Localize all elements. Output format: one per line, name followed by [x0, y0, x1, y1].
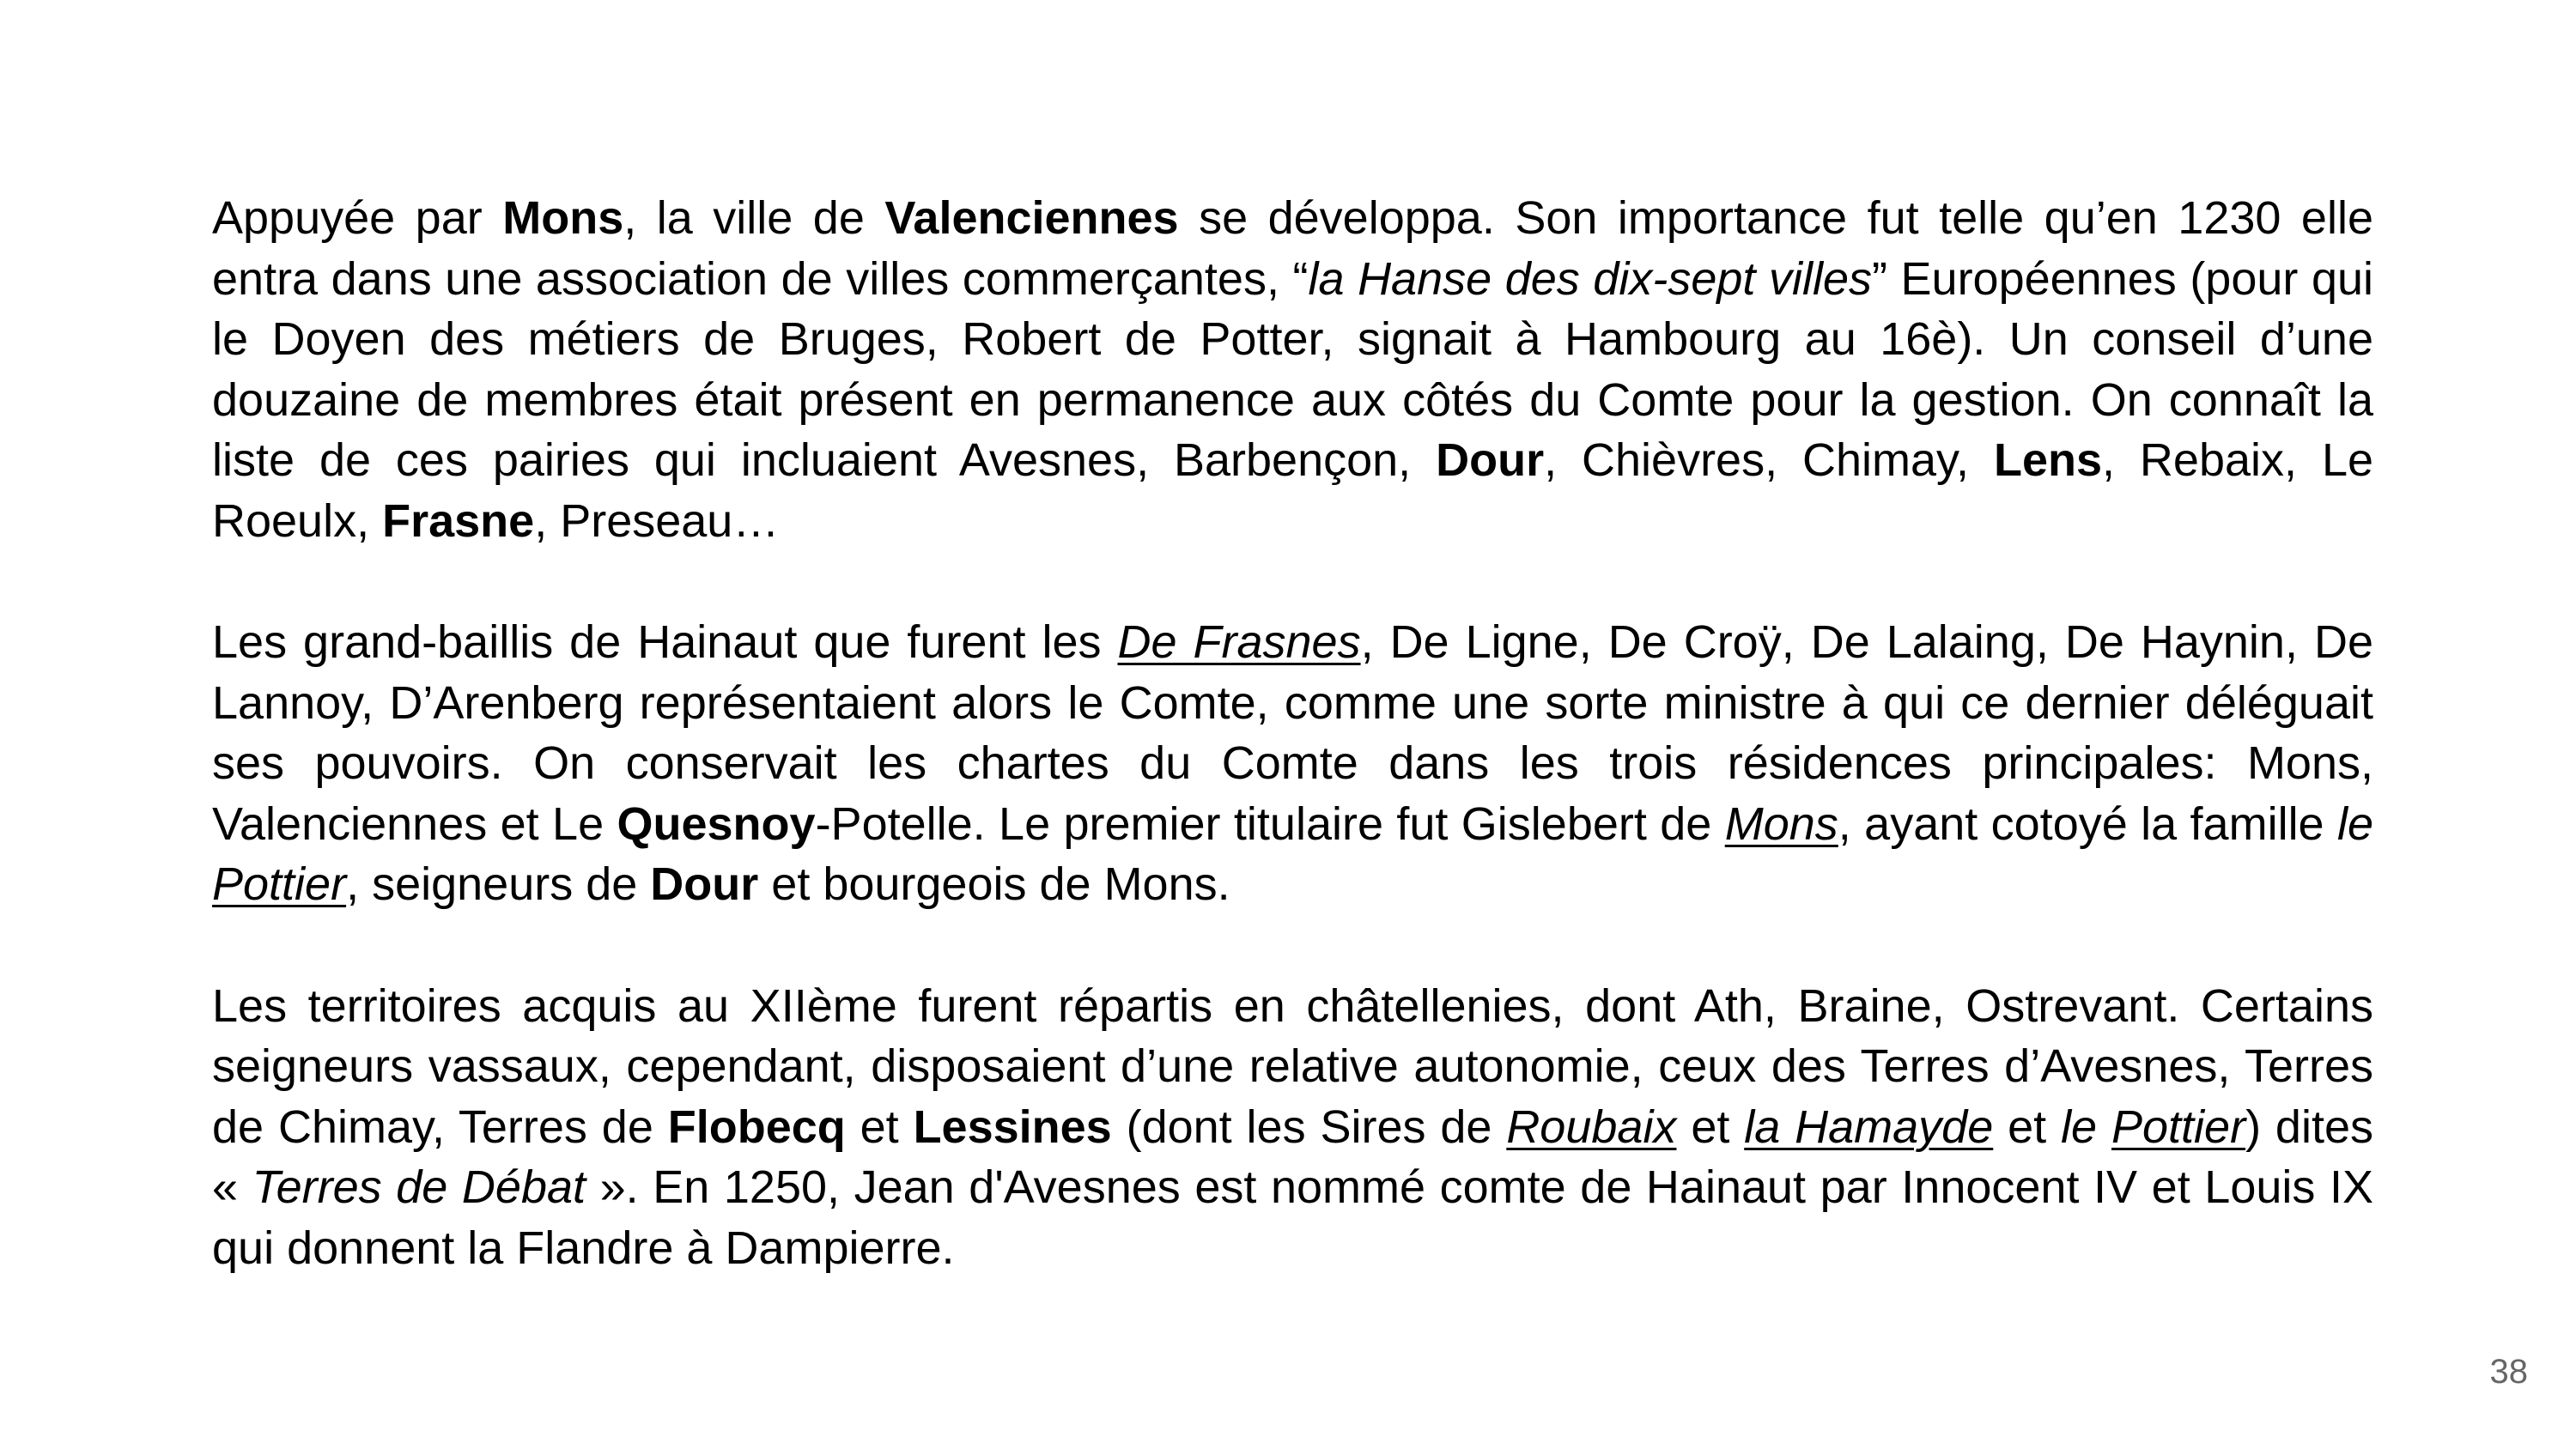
text-run: , De Ligne, De Croÿ, De Lalaing, De Haynin, De Lannoy, D’Arenberg représentaient alors le Comte, comme une sorte ministre à qui ce dernier déléguait ses pouvoirs. On conservait les chartes du Comte dans les trois résidences principales: Mons, Valenciennes et Le	[212, 616, 2373, 850]
emphasized-text: la Hanse des dix-sept villes	[1308, 252, 1872, 305]
emphasized-text: Pottier	[212, 858, 347, 910]
emphasized-text: Dour	[650, 858, 759, 910]
paragraph	[212, 188, 2373, 551]
emphasized-text: Flobecq	[667, 1100, 846, 1153]
body-text	[212, 188, 2373, 1278]
text-run: (dont les Sires de	[1111, 1100, 1507, 1153]
paragraph	[212, 976, 2373, 1279]
emphasized-text: Roubaix	[1506, 1100, 1677, 1153]
emphasized-text: la Hamayde	[1744, 1100, 1994, 1153]
text-run: , Preseau…	[534, 494, 780, 547]
emphasized-text: Lessines	[913, 1100, 1112, 1153]
text-run: , Chièvres, Chimay,	[1544, 434, 1994, 486]
text-run: , ayant cotoyé la famille	[1838, 797, 2337, 850]
text-run: et	[1993, 1100, 2062, 1153]
text-run: -Potelle. Le premier titulaire fut Gislebert de	[815, 797, 1725, 850]
emphasized-text: Pottier	[2111, 1100, 2246, 1153]
text-run: Les grand-baillis de Hainaut que furent les	[212, 616, 1118, 668]
emphasized-text: Quesnoy	[617, 797, 816, 850]
text-run: se développa. Son importance fut telle qu’en 1230 elle entra dans une association de villes commerçantes, “	[212, 192, 2373, 305]
emphasized-text: Mons	[1724, 797, 1838, 850]
paragraph	[212, 612, 2373, 915]
emphasized-text: Valenciennes	[884, 192, 1179, 244]
emphasized-text: Frasne	[382, 494, 535, 547]
text-run: et	[845, 1100, 914, 1153]
emphasized-text: Dour	[1436, 434, 1545, 486]
emphasized-text: Mons	[502, 192, 624, 244]
page-number: 38	[2489, 1353, 2528, 1391]
text-run: ” Européennes (pour qui le Doyen des métiers de Bruges, Robert de Potter, signait à Hambourg au 16è). Un conseil d’une douzaine de membres était présent en permanence aux côtés du Comte pour la gestion. On connaît la liste de ces pairies qui incluaient Avesnes, Barbençon,	[212, 252, 2374, 486]
emphasized-text: De Frasnes	[1117, 616, 1361, 668]
emphasized-text: Terres de Débat	[252, 1161, 586, 1213]
text-run: et bourgeois de Mons.	[758, 858, 1230, 910]
emphasized-text: le	[2061, 1100, 2111, 1153]
text-run: , Rebaix, Le Roeulx,	[212, 434, 2374, 547]
emphasized-text: le	[2336, 797, 2374, 850]
text-run: ) dites «	[212, 1100, 2373, 1213]
emphasized-text: Lens	[1993, 434, 2103, 486]
text-run: Les territoires acquis au XIIème furent répartis en châtellenies, dont Ath, Braine, Ostrevant. Certains seigneurs vassaux, cependant, disposaient d’une relative autonomie, ceux des Terres d’Avesnes, Terres de Chimay, Terres de	[212, 979, 2373, 1153]
text-run: et	[1676, 1100, 1745, 1153]
text-run: Appuyée par	[212, 192, 503, 244]
text-run: , la ville de	[623, 192, 885, 244]
text-run: ». En 1250, Jean d'Avesnes est nommé comte de Hainaut par Innocent IV et Louis IX qui donnent la Flandre à Dampierre.	[212, 1161, 2373, 1274]
text-run: , seigneurs de	[346, 858, 651, 910]
